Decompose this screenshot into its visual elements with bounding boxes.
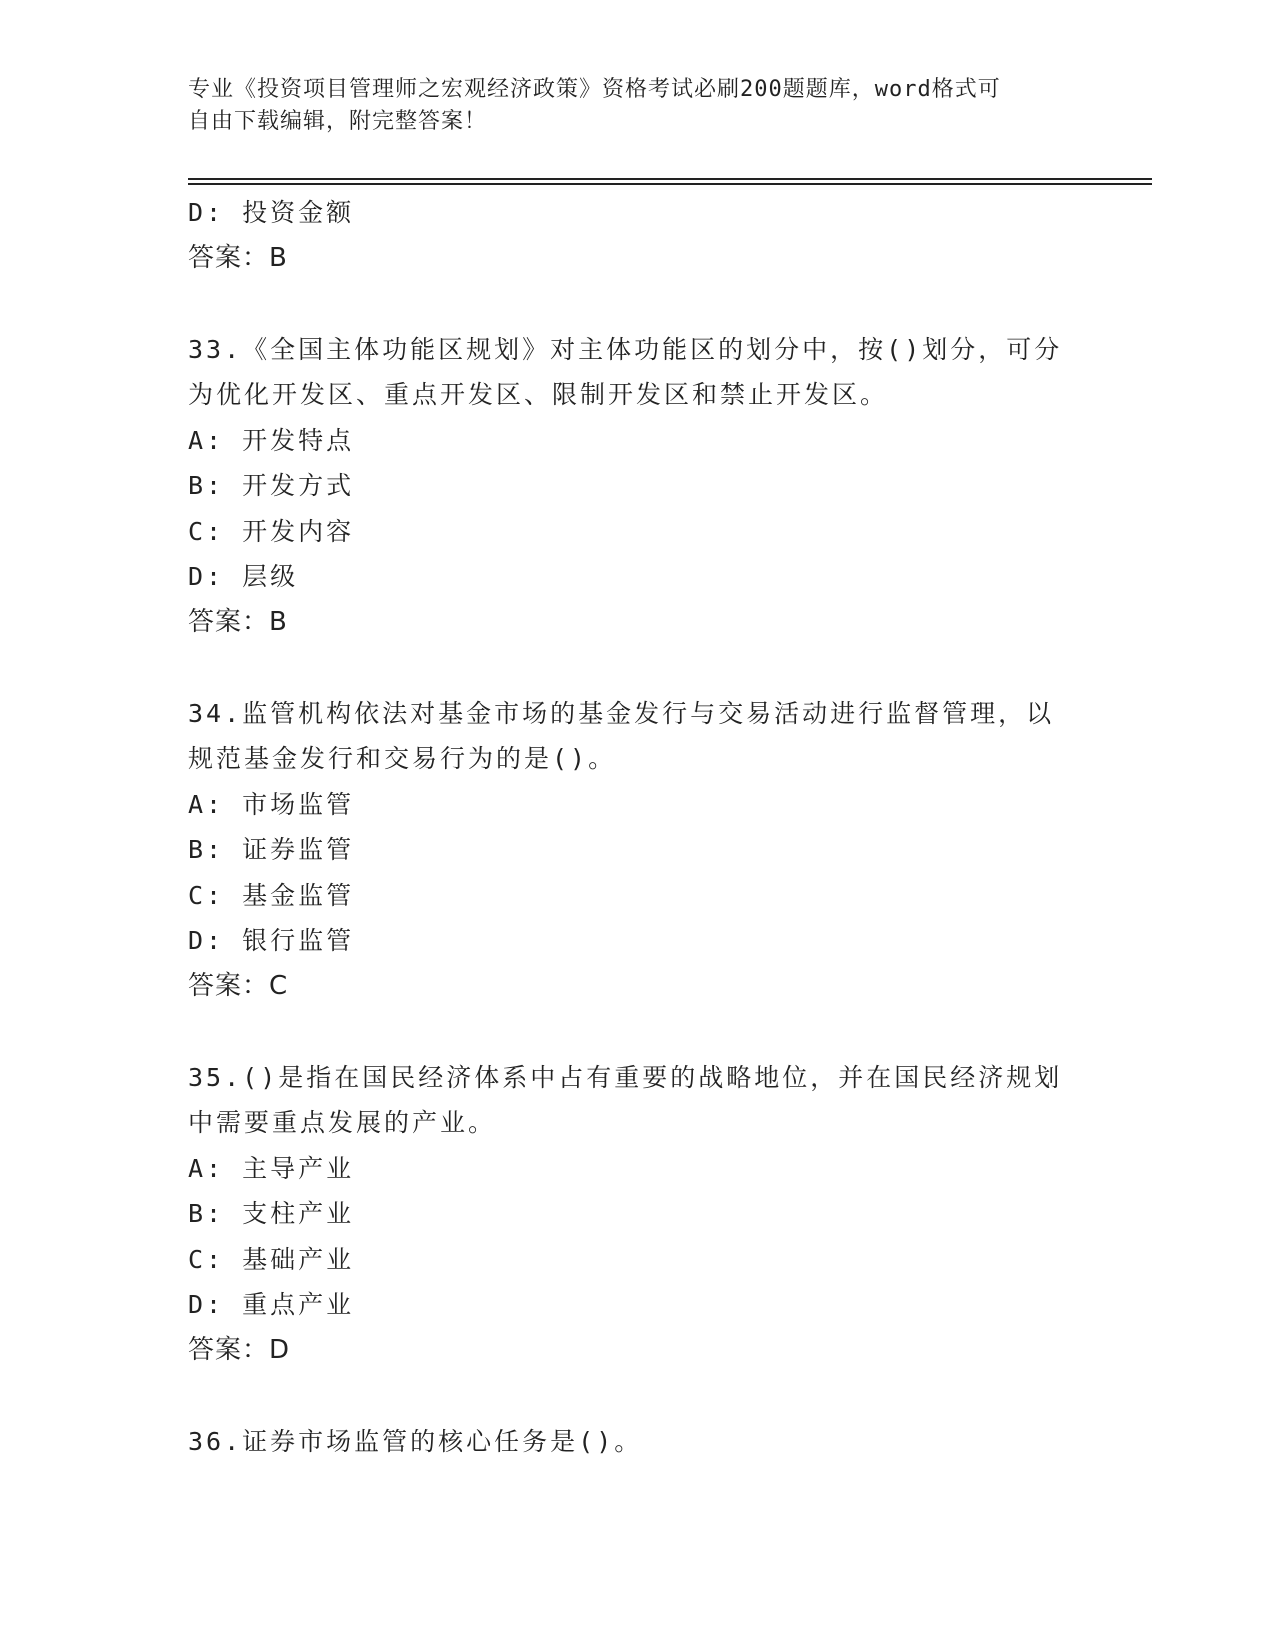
option-a: A: 开发特点 (188, 425, 355, 455)
question-32-tail (188, 190, 1088, 281)
header-divider-bottom (188, 183, 1152, 185)
option-d: D: 投资金额 (188, 198, 355, 227)
answer-line: 答案：D (188, 1334, 291, 1365)
question-stem: 中需要重点发展的产业。 (188, 1108, 497, 1137)
option-d: D: 银行监管 (188, 926, 355, 955)
answer-line: 答案：C (188, 970, 289, 1001)
question-stem: 34.监管机构依法对基金市场的基金发行与交易活动进行监督管理，以 (188, 698, 1055, 728)
question-stem: 规范基金发行和交易行为的是()。 (188, 744, 617, 773)
option-d: D: 层级 (188, 562, 299, 591)
document-header (188, 74, 1068, 138)
option-c: C: 基金监管 (188, 880, 355, 910)
spacer (188, 281, 1088, 327)
header-divider-top (188, 178, 1152, 180)
option-b: B: 证券监管 (188, 835, 355, 864)
option-c: C: 基础产业 (188, 1244, 355, 1274)
question-stem: 36.证券市场监管的核心任务是()。 (188, 1426, 643, 1456)
option-a: A: 主导产业 (188, 1153, 355, 1183)
header-line-2: 自由下载编辑，附完整答案！ (188, 109, 488, 134)
question-stem: 33.《全国主体功能区规划》对主体功能区的划分中，按()划分，可分 (188, 334, 1063, 364)
document-body (188, 190, 1088, 1464)
question-34 (188, 691, 1088, 1010)
question-36 (188, 1419, 1088, 1465)
answer-line: 答案：B (188, 242, 288, 273)
question-33 (188, 327, 1088, 646)
spacer (188, 1373, 1088, 1419)
option-d: D: 重点产业 (188, 1290, 355, 1319)
question-stem: 35.()是指在国民经济体系中占有重要的战略地位，并在国民经济规划 (188, 1062, 1063, 1092)
question-stem: 为优化开发区、重点开发区、限制开发区和禁止开发区。 (188, 380, 889, 409)
answer-line: 答案：B (188, 606, 288, 637)
question-35 (188, 1055, 1088, 1374)
option-c: C: 开发内容 (188, 516, 355, 546)
spacer (188, 1009, 1088, 1055)
spacer (188, 645, 1088, 691)
option-a: A: 市场监管 (188, 789, 355, 819)
option-b: B: 支柱产业 (188, 1199, 355, 1228)
header-line-1: 专业《投资项目管理师之宏观经济政策》资格考试必刷200题题库，word格式可 (188, 77, 1001, 102)
option-b: B: 开发方式 (188, 471, 355, 500)
